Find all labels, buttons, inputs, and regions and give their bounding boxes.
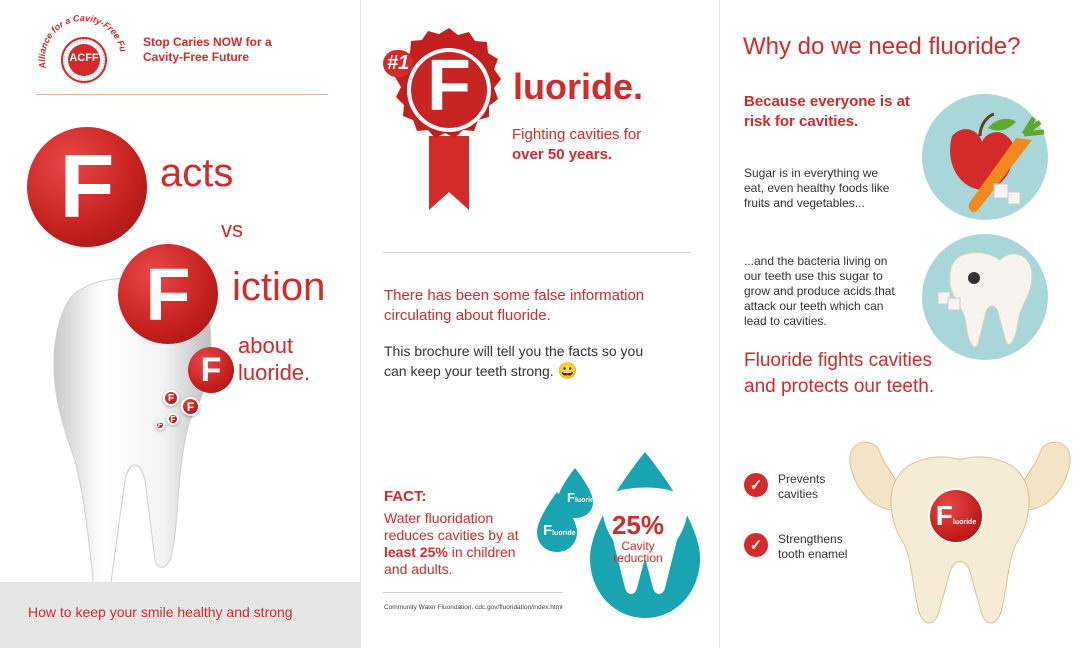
small-f-circle: F <box>163 390 179 406</box>
small-f-circle: F <box>181 397 200 416</box>
apple-carrot-icon <box>920 92 1050 222</box>
logo-arc-text: Alliance for a Cavity-Free Fu <box>36 12 128 70</box>
logo-center-text: ACFF <box>69 52 99 64</box>
drop-line1: Cavity <box>621 539 655 553</box>
check-label-prevents: Prevents cavities <box>778 472 826 501</box>
risk-heading: Because everyone is at risk for cavities. <box>744 93 910 130</box>
tagline: Stop Caries NOW for a Cavity-Free Future <box>143 35 272 64</box>
small-drop-word: luoride <box>574 497 599 504</box>
small-f-circle: F <box>155 420 165 430</box>
small-drop-label <box>567 490 598 505</box>
right-panel <box>720 0 1080 648</box>
fights-heading: Fluoride fights cavities and protects our teeth. <box>744 350 935 397</box>
fact-text-post: in children and adults. <box>384 544 516 577</box>
divider <box>36 94 328 95</box>
subtitle-line2: over 50 years. <box>512 146 613 163</box>
check-label-strengthens: Strengthens tooth enamel <box>778 532 848 561</box>
footer-text: How to keep your smile healthy and strong <box>28 604 293 620</box>
big-f-circle-facts: F <box>27 127 147 247</box>
fact-label: FACT: <box>384 488 427 505</box>
divider <box>383 592 563 593</box>
fact-text <box>384 510 534 578</box>
false-info-text: There has been some false information circulating about fluoride. <box>384 287 645 324</box>
brochure-text <box>384 341 664 382</box>
bacteria-text: ...and the bacteria living on our teeth use this sugar to grow and produce acids that attack our teeth which can lead to cavities. <box>744 254 895 328</box>
tooth-badge-f: F <box>935 500 953 531</box>
small-drop-f: F <box>567 490 575 505</box>
small-f-circle: F <box>167 413 179 425</box>
check-icon: ✓ <box>744 533 768 557</box>
smiley-icon: 😀 <box>557 363 578 380</box>
small-drop-word: luoride <box>552 530 576 537</box>
word-vs: vs <box>221 217 243 242</box>
word-luoride: luoride. <box>238 360 311 385</box>
tooth-fluoride-badge <box>928 488 984 544</box>
brochure-sentence: This brochure will tell you the facts so you can keep your teeth strong. <box>384 343 644 379</box>
f-circle-about: F <box>188 347 234 393</box>
drop-line2: reduction <box>613 551 663 565</box>
middle-panel <box>360 0 720 648</box>
source-citation: Community Water Fluoridation. cdc.gov/fluoridation/index.html <box>384 604 563 611</box>
check-icon: ✓ <box>744 473 768 497</box>
acff-logo <box>36 10 128 90</box>
tooth-badge-word: luoride <box>952 519 977 526</box>
small-drop-label <box>543 522 576 539</box>
logo-emblem-icon <box>36 10 128 90</box>
small-drop-f: F <box>543 522 553 539</box>
badge-letter: F <box>427 46 471 126</box>
right-title: Why do we need fluoride? <box>743 33 1021 60</box>
sugar-text: Sugar is in everything we eat, even healthy foods like fruits and vegetables... <box>744 166 890 210</box>
word-about: about <box>238 333 294 358</box>
footer-band <box>0 582 360 648</box>
badge-number: #1 <box>383 50 413 77</box>
fact-text-pre: Water fluoridation reduces cavities by at <box>384 510 519 543</box>
big-f-circle-fiction: F <box>118 244 218 344</box>
fluoride-title-suffix: luoride. <box>513 66 644 107</box>
tooth-cavity-icon <box>920 232 1050 362</box>
word-iction: iction <box>232 265 326 309</box>
word-acts: acts <box>160 151 234 195</box>
divider <box>383 252 691 253</box>
fact-text-bold: least 25% <box>384 544 448 560</box>
left-panel <box>0 0 360 648</box>
subtitle-line1: Fighting cavities for <box>512 126 642 143</box>
drop-percent: 25% <box>611 510 665 540</box>
